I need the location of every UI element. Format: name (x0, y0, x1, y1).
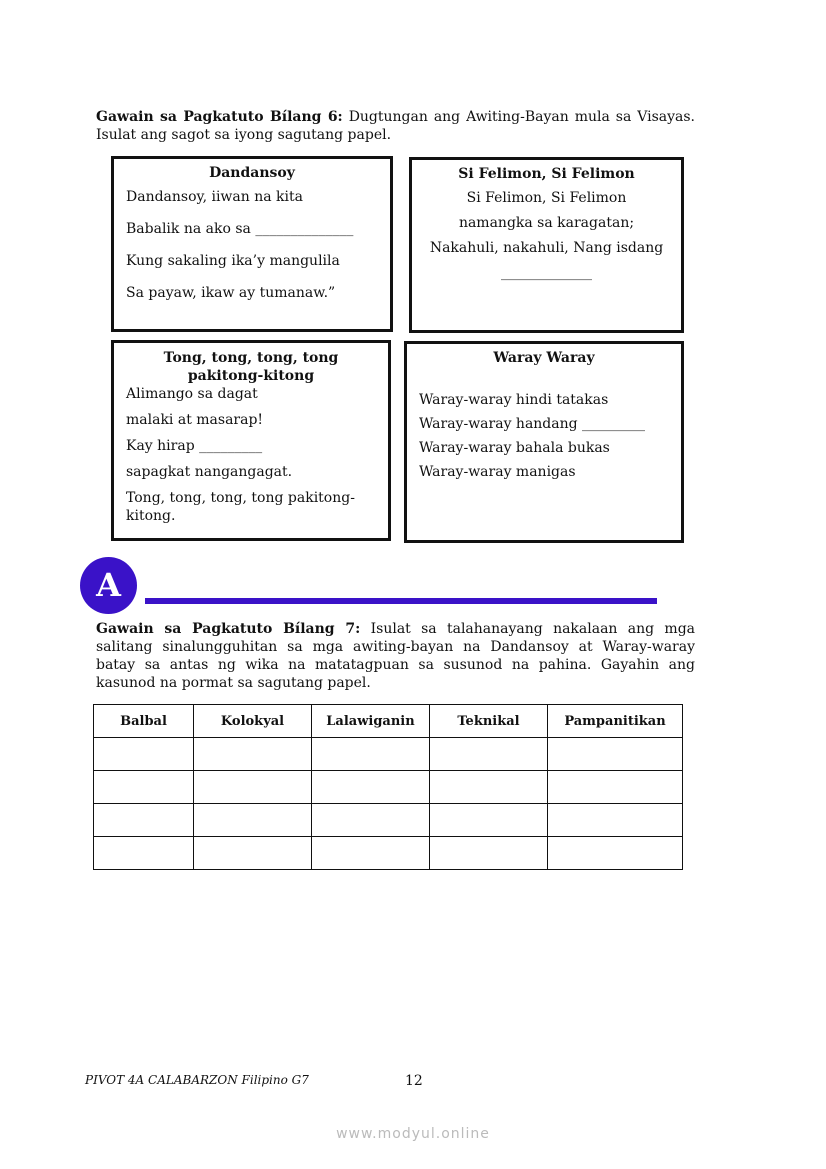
section-divider (145, 598, 657, 604)
song-line: namangka sa karagatan; (458, 215, 635, 231)
song-title: Waray Waray (493, 350, 595, 366)
activity-6-text: Dugtungan ang Awiting-Bayan mula sa Visayas. Isulat ang sagot sa iyong sagutang papel. (96, 109, 696, 143)
table-cell (312, 738, 430, 771)
table-cell (94, 804, 194, 837)
table-cell (312, 837, 430, 870)
song-line: Waray-waray hindi tatakas (419, 392, 609, 408)
table-cell (194, 738, 312, 771)
table-cell (430, 771, 548, 804)
song-line: Sa payaw, ikaw ay tumanaw.” (126, 285, 336, 301)
table-cell (194, 804, 312, 837)
table-cell (548, 738, 683, 771)
song-title: Tong, tong, tong, tong pakitong-kitong (163, 350, 339, 384)
song-line: Alimango sa dagat (126, 386, 258, 402)
activity-6-instructions (96, 108, 695, 144)
table-row (94, 804, 683, 837)
table-row (94, 837, 683, 870)
song-line: Waray-waray handang _________ (419, 416, 646, 432)
table-row (94, 771, 683, 804)
song-line: Si Felimon, Si Felimon (466, 190, 627, 206)
table-cell (312, 804, 430, 837)
table-cell (430, 804, 548, 837)
answer-table (93, 704, 683, 870)
table-cell (94, 771, 194, 804)
footer-label: PIVOT 4A CALABARZON Filipino G7 (85, 1073, 309, 1087)
table-cell (430, 837, 548, 870)
activity-7-label: Gawain sa Pagkatuto Bílang 7: (96, 621, 361, 637)
song-box-waray (404, 341, 684, 543)
column-header: Lalawiganin (312, 705, 430, 738)
song-title: Dandansoy (209, 165, 295, 181)
page-number: 12 (405, 1073, 423, 1089)
table-cell (194, 837, 312, 870)
table-row (94, 738, 683, 771)
section-a-badge: A (80, 557, 137, 614)
song-line: _____________ (501, 265, 592, 281)
song-line: Waray-waray bahala bukas (419, 440, 610, 456)
table-header-row (94, 705, 683, 738)
song-line: Kung sakaling ika’y mangulila (126, 253, 340, 269)
column-header: Kolokyal (194, 705, 312, 738)
column-header: Pampanitikan (548, 705, 683, 738)
activity-7-text: Isulat sa talahanayang nakalaan ang mga salitang sinalungguhitan sa mga awiting-bayan na Dandansoy at Waray-waray batay sa antas ng wika na matatagpuan sa susunod na pahina. Gayahin ang kasunod na pormat sa sagutang papel. (96, 621, 696, 691)
watermark: www.modyul.online (336, 1126, 490, 1142)
song-box-felimon (409, 157, 684, 333)
song-line: Tong, tong, tong, tong pakitong-kitong. (126, 490, 355, 524)
song-line: Nakahuli, nakahuli, Nang isdang (429, 240, 664, 256)
song-box-tong-tong (111, 340, 391, 541)
song-line: Babalik na ako sa ______________ (126, 221, 354, 237)
table-cell (94, 738, 194, 771)
table-cell (548, 804, 683, 837)
song-line: Kay hirap _________ (126, 438, 263, 454)
song-box-dandansoy (111, 156, 393, 332)
table-cell (430, 738, 548, 771)
activity-7-instructions (96, 620, 695, 692)
table-cell (548, 771, 683, 804)
table-cell (194, 771, 312, 804)
song-title: Si Felimon, Si Felimon (458, 166, 635, 182)
song-line: Dandansoy, iiwan na kita (126, 189, 303, 205)
song-line: sapagkat nangangagat. (126, 464, 293, 480)
table-cell (94, 837, 194, 870)
table-cell (548, 837, 683, 870)
song-line: malaki at masarap! (126, 412, 264, 428)
table-cell (312, 771, 430, 804)
song-line: Waray-waray manigas (419, 464, 576, 480)
column-header: Balbal (94, 705, 194, 738)
activity-6-label: Gawain sa Pagkatuto Bílang 6: (96, 109, 343, 125)
column-header: Teknikal (430, 705, 548, 738)
